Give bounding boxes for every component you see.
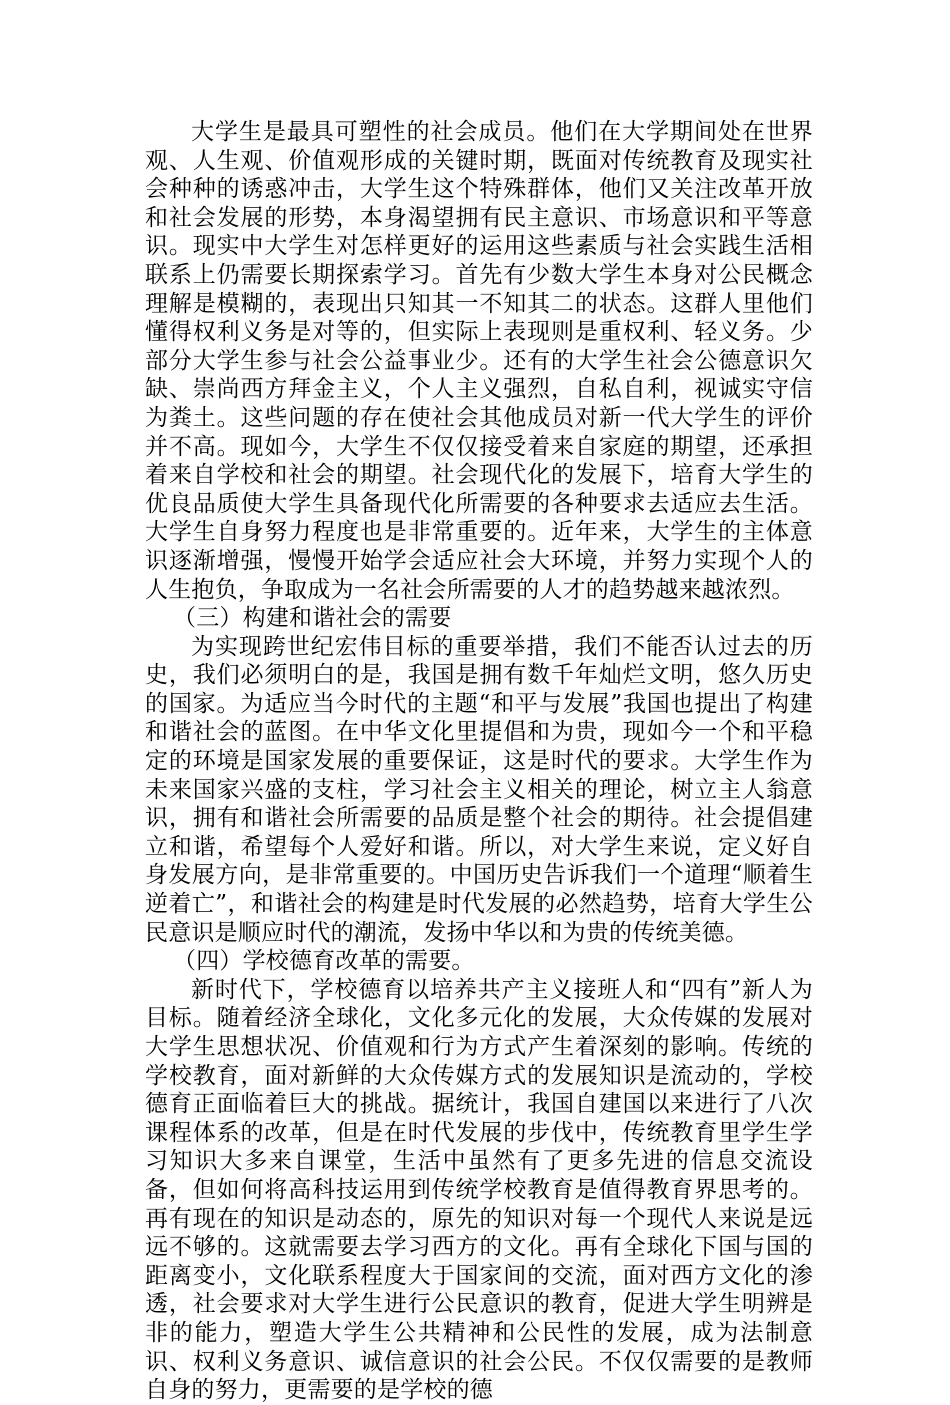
paragraph-harmonious-society: 为实现跨世纪宏伟目标的重要举措，我们不能否认过去的历史，我们必须明白的是，我国是拥有数千年灿烂文明，悠久历史的国家。为适应当今时代的主题“和平与发展”我国也提出了构建和谐社会的蓝图。在中华文化里提倡和为贵，现如今一个和平稳定的环境是国家发展的重要保证，这是时代的要求。大学生作为未来国家兴盛的支柱，学习社会主义相关的理论，树立主人翁意识，拥有和谐社会所需要的品质是整个社会的期待。社会提倡建立和谐，希望每个人爱好和谐。所以，对大学生来说，定义好自身发展方向，是非常重要的。中国历史告诉我们一个道理“顺着生逆着亡”，和谐社会的构建是时代发展的必然趋势，培育大学生公民意识是顺应时代的潮流，发扬中华以和为贵的传统美德。 [145, 633, 813, 946]
paragraph-university-students: 大学生是最具可塑性的社会成员。他们在大学期间处在世界观、人生观、价值观形成的关键时期，既面对传统教育及现实社会种种的诱惑冲击，大学生这个特殊群体，他们又关注改革开放和社会发展的形势，本身渴望拥有民主意识、市场意识和平等意识。现实中大学生对怎样更好的运用这些素质与社会实践生活相联系上仍需要长期探索学习。首先有少数大学生本身对公民概念理解是模糊的，表现出只知其一不知其二的状态。这群人里他们懂得权利义务是对等的，但实际上表现则是重权利、轻义务。少部分大学生参与社会公益事业少。还有的大学生社会公德意识欠缺、崇尚西方拜金主义，个人主义强烈，自私自利，视诚实守信为粪土。这些问题的存在使社会其他成员对新一代大学生的评价并不高。现如今，大学生不仅仅接受着来自家庭的期望，还承担着来自学校和社会的期望。社会现代化的发展下，培育大学生的优良品质使大学生具备现代化所需要的各种要求去适应去生活。大学生自身努力程度也是非常重要的。近年来，大学生的主体意识逐渐增强，慢慢开始学会适应社会大环境，并努力实现个人的人生抱负，争取成为一名社会所需要的人才的趋势越来越浓烈。 [145, 119, 813, 603]
paragraph-moral-education-reform: 新时代下，学校德育以培养共产主义接班人和“四有”新人为目标。随着经济全球化，文化多元化的发展，大众传媒的发展对大学生思想状况、价值观和行为方式产生着深刻的影响。传统的学校教育，面对新鲜的大众传媒方式的发展知识是流动的，学校德育正面临着巨大的挑战。据统计，我国自建国以来进行了八次课程体系的改革，但是在时代发展的步伐中，传统教育里学生学习知识大多来自课堂，生活中虽然有了更多先进的信息交流设备，但如何将高科技运用到传统学校教育是值得教育界思考的。再有现在的知识是动态的，原先的知识对每一个现代人来说是远远不够的。这就需要去学习西方的文化。再有全球化下国与国的距离变小，文化联系程度大于国家间的交流，面对西方文化的渗透，社会要求对大学生进行公民意识的教育，促进大学生明辨是非的能力，塑造大学生公共精神和公民性的发展，成为法制意识、权利义务意识、诚信意识的社会公民。不仅仅需要的是教师自身的努力，更需要的是学校的德 [145, 976, 813, 1404]
document-page [145, 118, 813, 1405]
section-heading-moral-education-reform: （四）学校德育改革的需要。 [173, 948, 475, 975]
section-heading-harmonious-society: （三）构建和谐社会的需要 [173, 605, 452, 632]
